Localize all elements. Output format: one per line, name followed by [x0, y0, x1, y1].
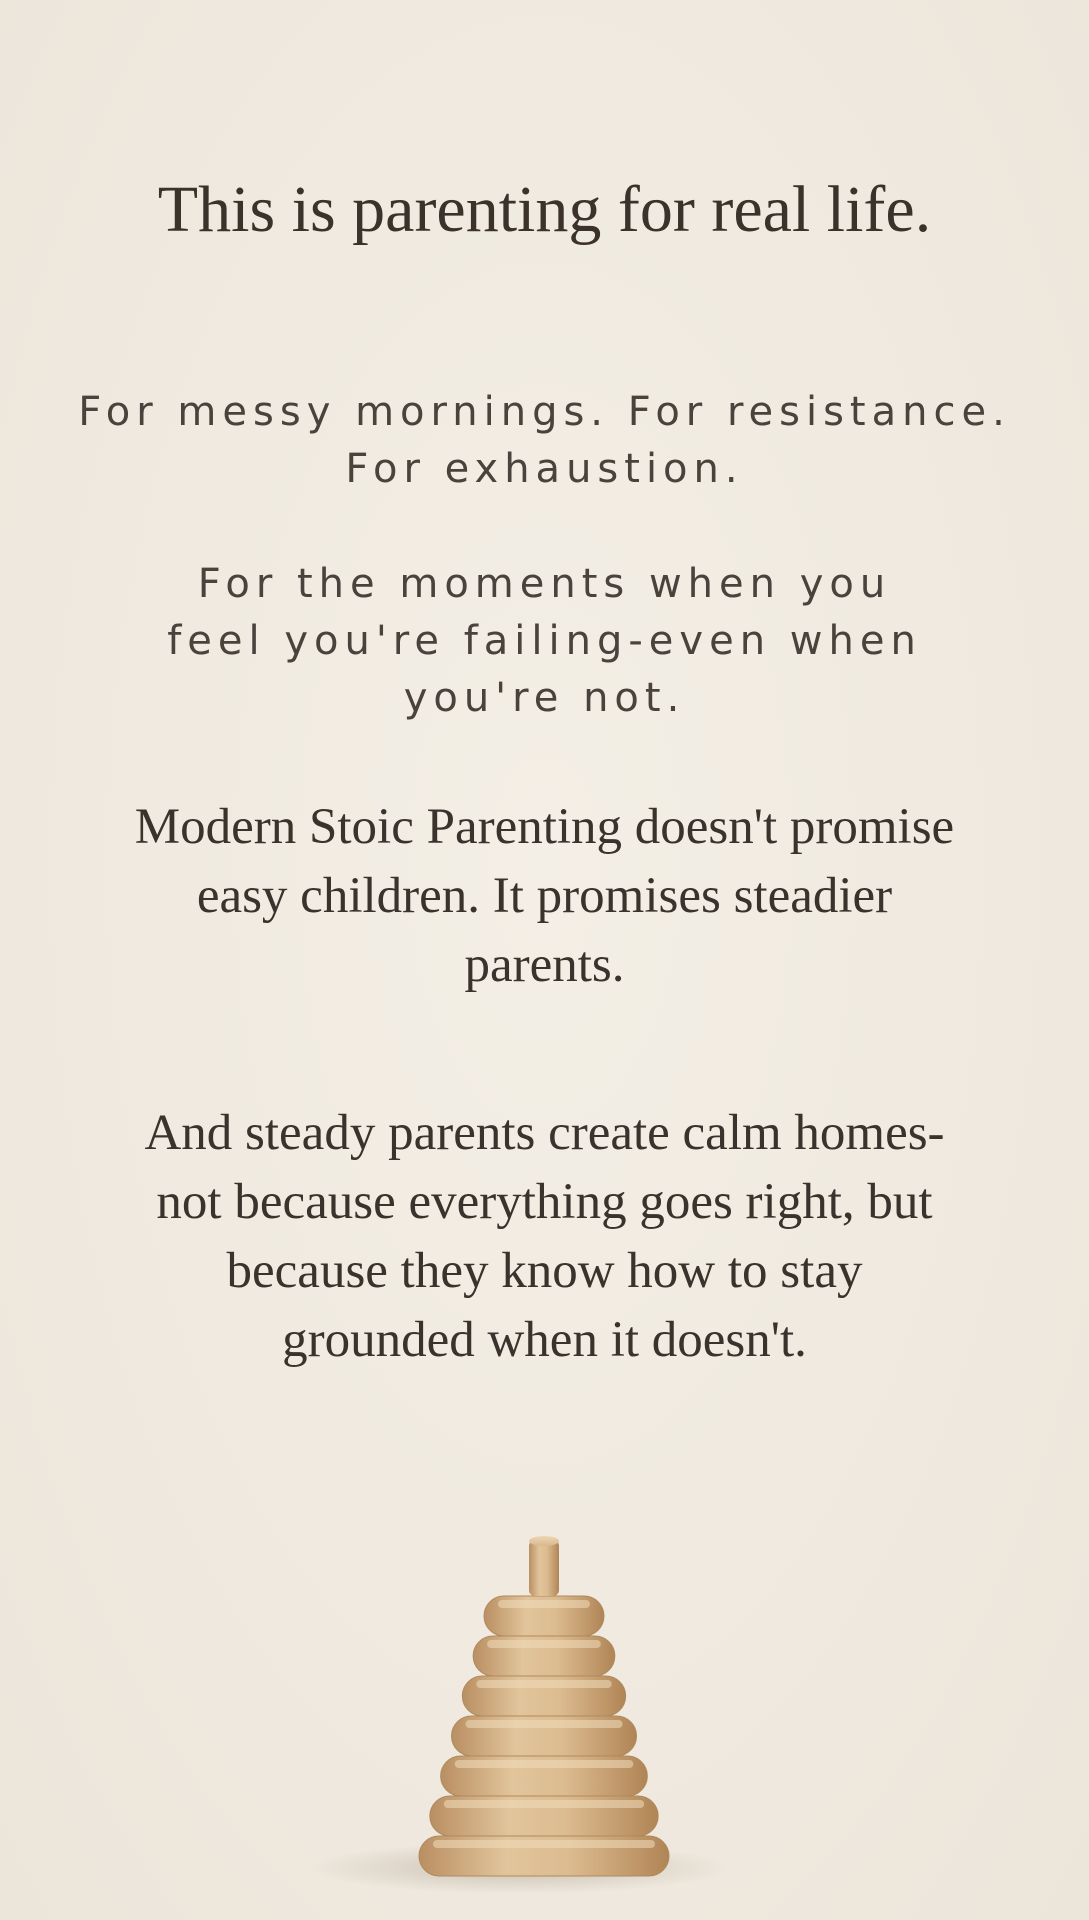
steady-paragraph: [0, 1099, 1089, 1375]
paragraph-line: Modern Stoic Parenting doesn't promise: [134, 799, 955, 855]
paragraph-line: parents.: [464, 937, 625, 993]
paragraph-line: grounded when it doesn't.: [282, 1312, 807, 1368]
paragraph-line: because they know how to stay: [226, 1243, 863, 1299]
toy-peg: [529, 1540, 559, 1596]
handwritten-block-2: [0, 556, 1089, 727]
toy-ring: [462, 1676, 625, 1716]
toy-ring: [484, 1596, 604, 1636]
paragraph-line: not because everything goes right, but: [156, 1174, 933, 1230]
paragraph-line: easy children. It promises steadier: [196, 868, 893, 924]
handwritten-line: For exhaustion.: [345, 446, 744, 492]
toy-ring: [441, 1756, 648, 1796]
handwritten-line: For messy mornings. For resistance.: [78, 389, 1011, 435]
promise-paragraph: [0, 793, 1089, 1000]
paragraph-line: And steady parents create calm homes-: [144, 1105, 945, 1161]
toy-ring: [430, 1796, 658, 1836]
toy-peg-top: [529, 1536, 559, 1546]
handwritten-line: feel you're failing-even when: [167, 618, 922, 664]
handwritten-line: you're not.: [403, 675, 686, 721]
toy-ring: [452, 1716, 637, 1756]
toy-ring: [473, 1636, 615, 1676]
headline: This is parenting for real life.: [157, 173, 932, 246]
handwritten-line: For the moments when you: [197, 561, 892, 607]
toy-ring: [419, 1836, 669, 1876]
handwritten-block-1: [0, 384, 1089, 498]
stacking-ring-toy-icon: [0, 1520, 1089, 1920]
